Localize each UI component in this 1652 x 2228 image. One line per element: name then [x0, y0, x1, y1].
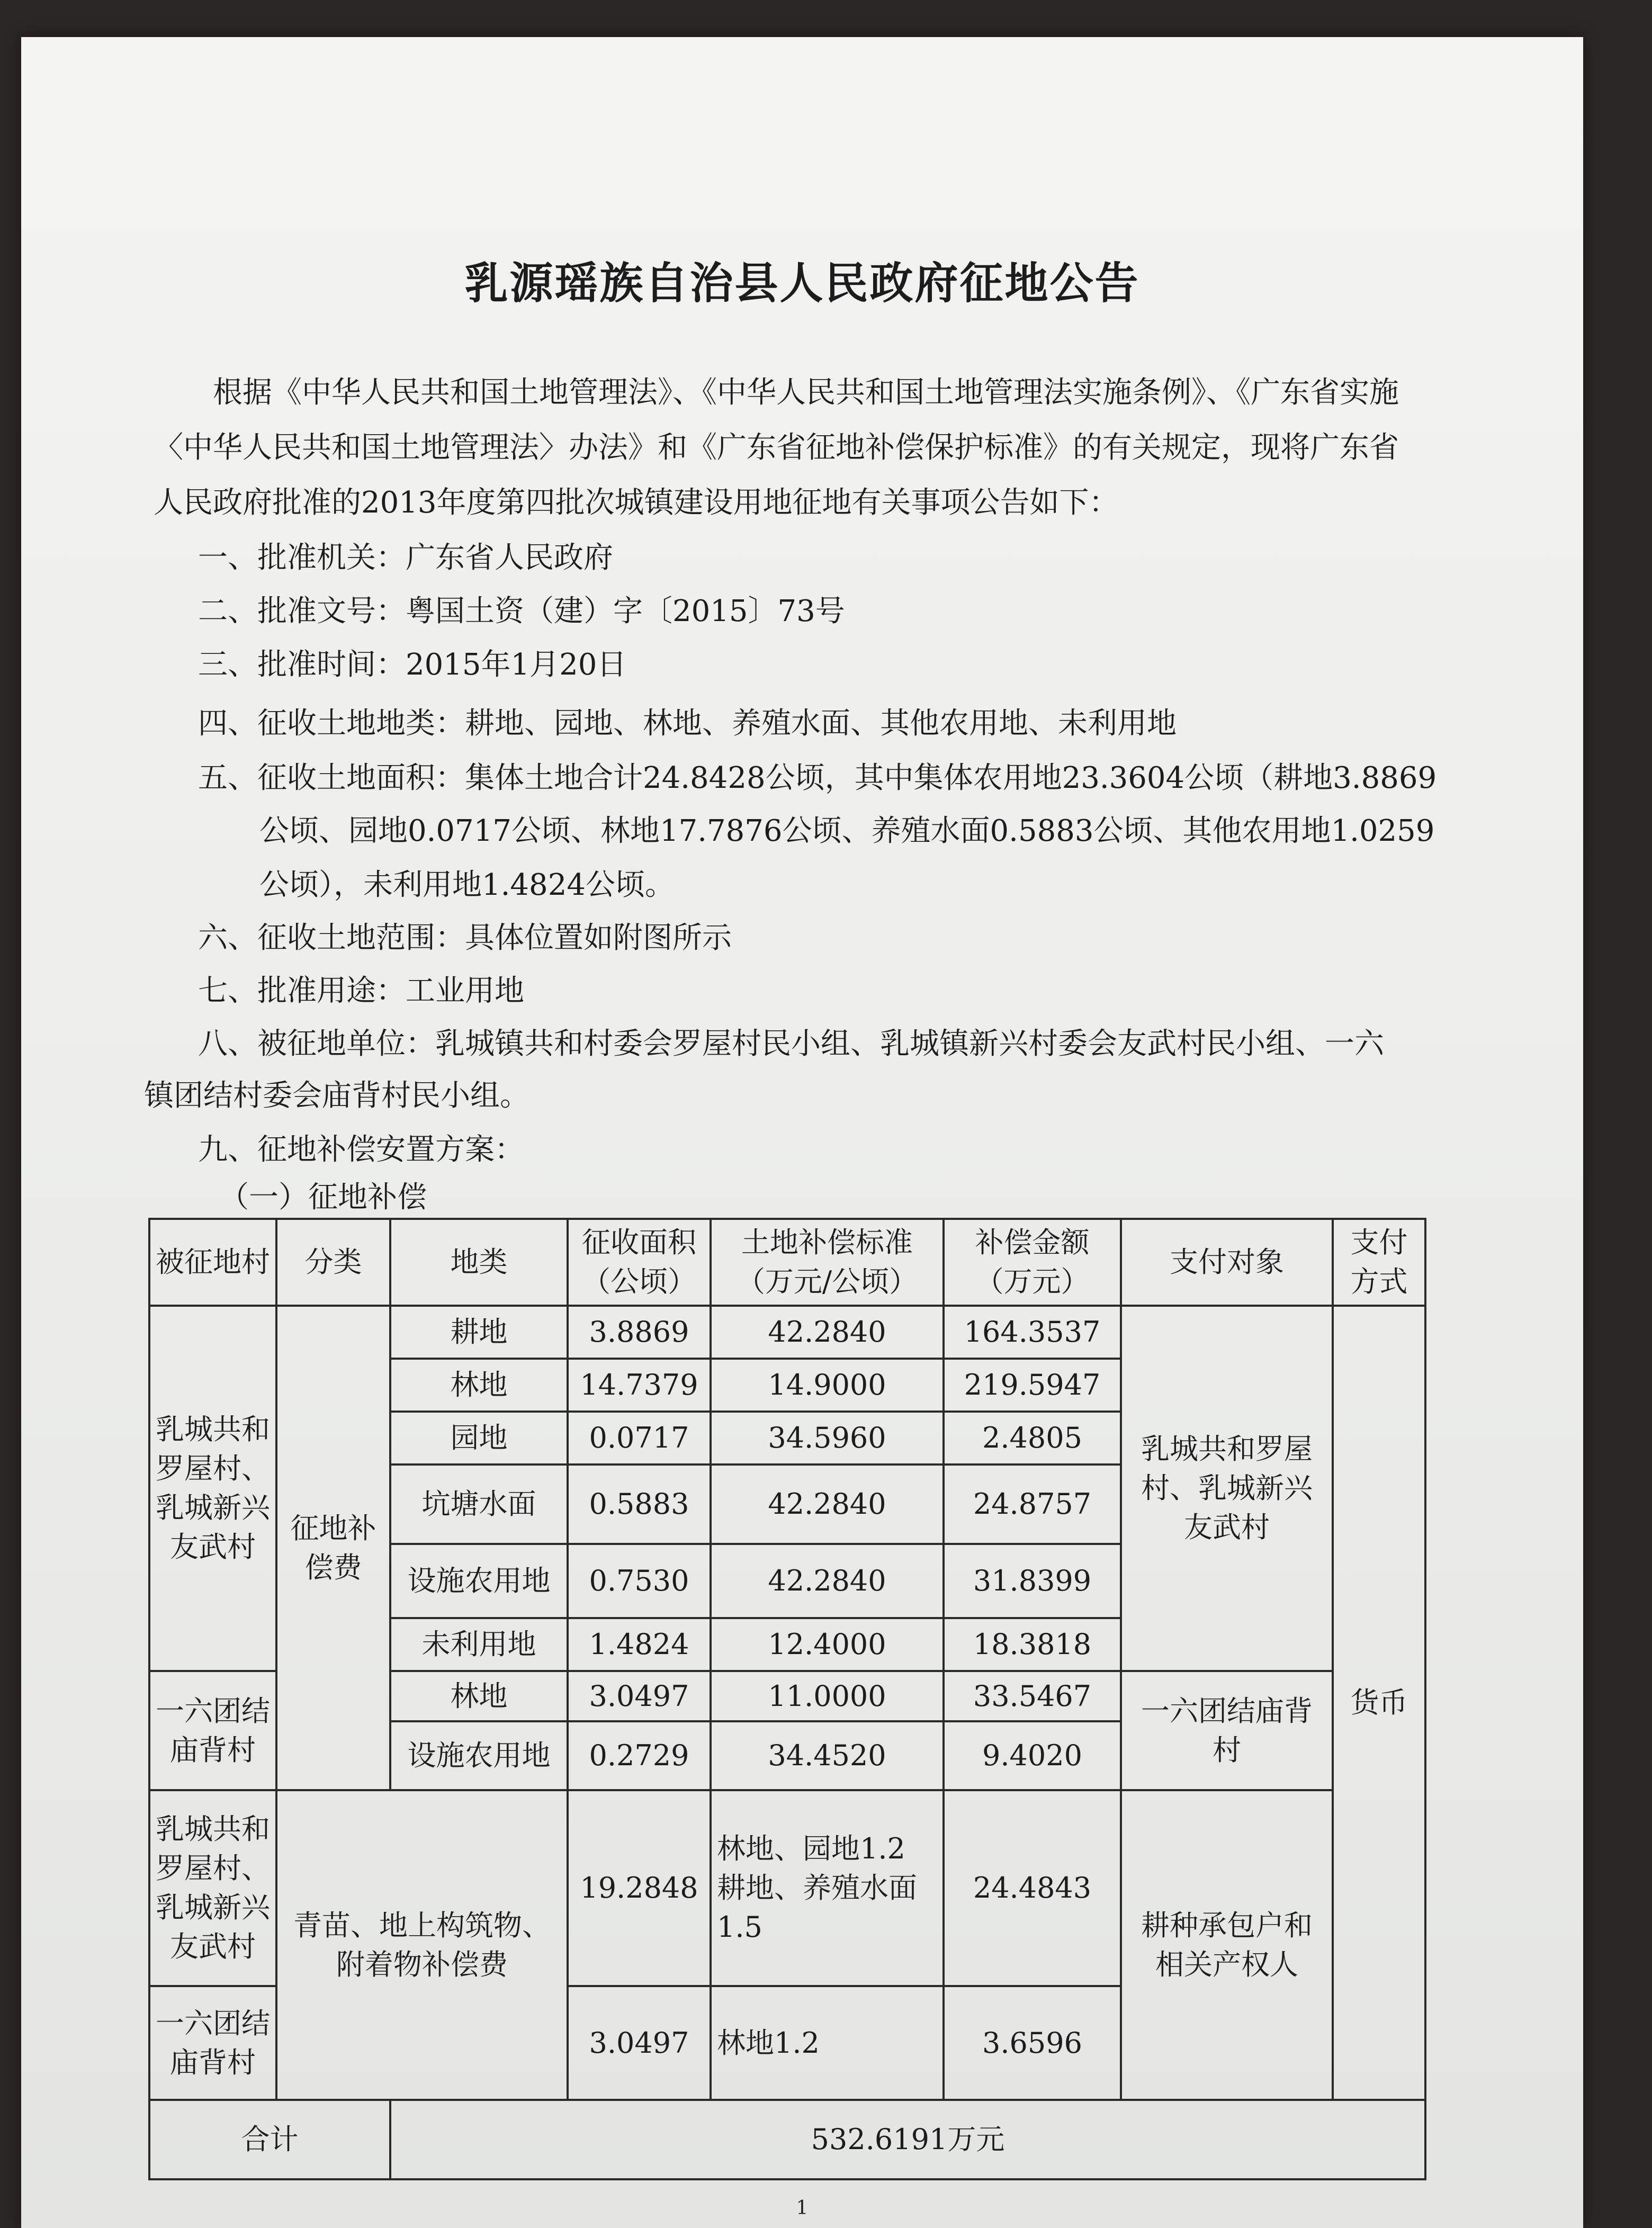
header-village: 被征地村 [149, 1219, 276, 1306]
area-cell: 3.8869 [568, 1306, 711, 1359]
land-type-cell: 未利用地 [390, 1618, 568, 1671]
amount-cell: 3.6596 [944, 1986, 1121, 2100]
item-affected-units-line-1: 八、被征地单位：乳城镇共和村委会罗屋村民小组、乳城镇新兴村委会友武村民小组、一六 [198, 1027, 1384, 1061]
land-type-cell: 设施农用地 [390, 1544, 568, 1618]
item-land-use: 七、批准用途：工业用地 [198, 974, 524, 1008]
header-category: 分类 [276, 1219, 390, 1306]
area-cell: 3.0497 [568, 1986, 711, 2100]
village-cell: 乳城共和罗屋村、乳城新兴友武村 [149, 1790, 276, 1986]
standard-cell: 12.4000 [711, 1618, 944, 1671]
standard-cell: 11.0000 [711, 1671, 944, 1721]
amount-cell: 18.3818 [944, 1618, 1121, 1671]
area-cell: 1.4824 [568, 1618, 711, 1671]
total-label-cell: 合计 [149, 2100, 390, 2179]
crop-category-cell: 青苗、地上构筑物、附着物补偿费 [276, 1790, 568, 2100]
land-type-cell: 林地 [390, 1359, 568, 1412]
item-land-scope: 六、征收土地范围：具体位置如附图所示 [198, 921, 732, 955]
amount-cell: 31.8399 [944, 1544, 1121, 1618]
area-cell: 0.2729 [568, 1721, 711, 1790]
area-cell: 14.7379 [568, 1359, 711, 1412]
item-affected-units-line-2: 镇团结村委会庙背村民小组。 [144, 1079, 529, 1113]
amount-cell: 33.5467 [944, 1671, 1121, 1721]
item-approval-number: 二、批准文号：粤国土资（建）字〔2015〕73号 [198, 594, 845, 628]
header-payee: 支付对象 [1121, 1219, 1333, 1306]
area-cell: 3.0497 [568, 1671, 711, 1721]
header-area: 征收面积（公顷） [568, 1219, 711, 1306]
intro-line-2: 〈中华人民共和国土地管理法〉办法》和《广东省征地补偿保护标准》的有关规定，现将广东省 [154, 430, 1399, 465]
standard-cell: 林地1.2 [711, 1986, 944, 2100]
standard-cell: 42.2840 [711, 1544, 944, 1618]
item-land-area-line-2: 公顷、园地0.0717公顷、林地17.7876公顷、养殖水面0.5883公顷、其他农用地1.0259 [259, 814, 1435, 848]
standard-cell: 林地、园地1.2 耕地、养殖水面1.5 [711, 1790, 944, 1986]
header-land-type: 地类 [390, 1219, 568, 1306]
subsection-land-compensation: （一）征地补偿 [219, 1180, 427, 1215]
area-cell: 0.7530 [568, 1544, 711, 1618]
land-type-cell: 坑塘水面 [390, 1465, 568, 1544]
payee-cell: 耕种承包户和相关产权人 [1121, 1790, 1333, 2100]
table-row [149, 1306, 1425, 1359]
item-land-types: 四、征收土地地类：耕地、园地、林地、养殖水面、其他农用地、未利用地 [198, 706, 1177, 741]
standard-cell: 34.5960 [711, 1412, 944, 1465]
document-page [21, 37, 1583, 2228]
header-method: 支付方式 [1333, 1219, 1425, 1306]
amount-cell: 24.8757 [944, 1465, 1121, 1544]
amount-cell: 2.4805 [944, 1412, 1121, 1465]
page-title: 乳源瑶族自治县人民政府征地公告 [464, 258, 1140, 309]
header-standard: 土地补偿标准（万元/公顷） [711, 1219, 944, 1306]
area-cell: 0.0717 [568, 1412, 711, 1465]
area-cell: 0.5883 [568, 1465, 711, 1544]
standard-cell: 42.2840 [711, 1306, 944, 1359]
standard-cell: 14.9000 [711, 1359, 944, 1412]
payee-cell: 一六团结庙背村 [1121, 1671, 1333, 1790]
intro-paragraph [154, 365, 1530, 531]
intro-line-1: 根据《中华人民共和国土地管理法》、《中华人民共和国土地管理法实施条例》、《广东省实施 [213, 375, 1399, 410]
table-header-row [149, 1219, 1425, 1306]
amount-cell: 164.3537 [944, 1306, 1121, 1359]
land-type-cell: 林地 [390, 1671, 568, 1721]
intro-line-3: 人民政府批准的2013年度第四批次城镇建设用地征地有关事项公告如下： [154, 486, 1119, 520]
table-total-row [149, 2100, 1425, 2179]
page-number: 1 [796, 2197, 809, 2219]
table-row [149, 1790, 1425, 1986]
method-cell: 货币 [1333, 1306, 1425, 2100]
compensation-table [148, 1218, 1426, 2180]
item-land-area-line-1: 五、征收土地面积：集体土地合计24.8428公顷，其中集体农用地23.3604公顷（耕地3.8869 [198, 761, 1437, 795]
land-type-cell: 园地 [390, 1412, 568, 1465]
village-cell: 一六团结庙背村 [149, 1986, 276, 2100]
standard-cell: 34.4520 [711, 1721, 944, 1790]
standard-cell: 42.2840 [711, 1465, 944, 1544]
item-approval-date: 三、批准时间：2015年1月20日 [198, 648, 627, 682]
item-compensation-plan: 九、征地补偿安置方案： [198, 1133, 524, 1167]
item-land-area-line-3: 公顷），未利用地1.4824公顷。 [259, 868, 675, 902]
total-value-cell: 532.6191万元 [390, 2100, 1425, 2179]
item-approval-authority: 一、批准机关：广东省人民政府 [198, 541, 613, 575]
village-cell: 乳城共和罗屋村、乳城新兴友武村 [149, 1306, 276, 1671]
payee-cell: 乳城共和罗屋村、乳城新兴友武村 [1121, 1306, 1333, 1671]
land-type-cell: 设施农用地 [390, 1721, 568, 1790]
header-amount: 补偿金额（万元） [944, 1219, 1121, 1306]
amount-cell: 24.4843 [944, 1790, 1121, 1986]
amount-cell: 219.5947 [944, 1359, 1121, 1412]
land-type-cell: 耕地 [390, 1306, 568, 1359]
amount-cell: 9.4020 [944, 1721, 1121, 1790]
category-cell: 征地补偿费 [276, 1306, 390, 1790]
area-cell: 19.2848 [568, 1790, 711, 1986]
village-cell: 一六团结庙背村 [149, 1671, 276, 1790]
